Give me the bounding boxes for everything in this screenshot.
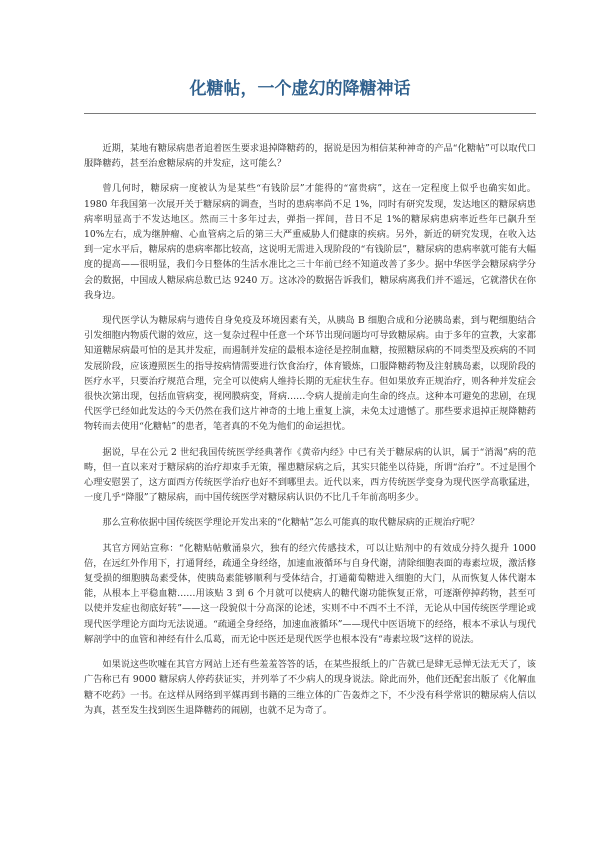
paragraph-question: 那么宣称依据中国传统医学理论开发出来的“化糖帖”怎么可能真的取代糖尿病的正规治疗呢？ [102, 517, 480, 529]
article-body [84, 141, 536, 728]
paragraph-traditional-medicine: 据说，早在公元 2 世纪我国传统医学经典著作《黄帝内经》中已有关于糖尿病的认识，属于“消渴”病的范畴，但一直以来对于糖尿病的治疗却束手无策，罹患糖尿病之后，其实只能坐以待毙，所谓“治疗”。不过是围个心理安慰罢了，这方面西方传统医学治疗也好不到哪里去。近代以来，西方传统医学变身为现代医学高歌猛进，一度几乎“降服”了糖尿病，而中国传统医学对糖尿病认识仍不比几千年前高明多少。 [84, 446, 536, 504]
title-divider [84, 113, 536, 114]
article-title: 化糖帖，一个虚幻的降糖神话 [189, 79, 411, 99]
paragraph-prevalence: 曾几何时，糖尿病一度被认为是某些“有钱阶层”才能得的“富贵病”，这在一定程度上似乎也确实如此。1980 年我国第一次展开关于糖尿病的调查，当时的患病率尚不足 1%，同时有研究发现，发达地区的糖尿病患病率明显高于不发达地区。然而三十多年过去，弹指一挥间，昔日不足 1%的糖尿病患病率近些年已飙升至 10%左右，成为继肿瘤、心血管病之后的第三大严重威胁人们健康的疾病。另外，新近的研究发现，在收入达到一定水平后，糖尿病的患病率都比较高，这说明无需进入现阶段的“有钱阶层”，糖尿病的患病率就可能有大幅度的提高——很明显，我们今日整体的生活水准比之三十年前已经不知道改善了多少。据中华医学会糖尿病学分会的数据，中国成人糖尿病总数已达 9240 万。这冰冷的数据告诉我们，糖尿病离我们并不遥远，它就潜伏在你我身边。 [84, 183, 536, 301]
paragraph-advertising: 如果说这些吹嘘在其官方网站上还有些羞羞答答的话，在某些报纸上的广告就已是肆无忌惮无法无天了，该广告称已有 9000 糖尿病人停药获证实，并列举了不少病人的现身说法。除此而外，他们还配套出版了《化解血糖不吃药》一书。在这样从网络到平媒再到书籍的三维立体的广告轰炸之下，不少没有科学常识的糖尿病人信以为真，甚至发生找到医生退降糖药的闹剧，也就不足为奇了。 [84, 659, 536, 716]
paragraph-official-claims: 其官方网站宣称：“化糖贴帖敷涌泉穴，独有的经穴传感技术，可以让贴剂中的有效成分持久提升 1000 倍，在远红外作用下，打通肾经，疏通全身经络，加速血液循环与自身代谢，清除细胞表面的毒素垃圾，激活修复受损的细胞胰岛素受体，使胰岛素能够顺利与受体结合，打通葡萄糖进入细胞的大门，从而恢复人体代谢本能，从根本上平稳血糖……用该贴 3 到 6 个月就可以使病人的糖代谢功能恢复正常，可逐渐停掉药物，甚至可以使并发症也彻底好转”——这一段貌似十分高深的论述，实则不中不西不土不洋，无论从中国传统医学理论或现代医学理论方面均无法说通。“疏通全身经络，加速血液循环”——现代中医语境下的经络，根本不承认与现代解剖学中的血管和神经有什么瓜葛，而无论中医还是现代医学也根本没有“毒素垃圾”这样的说法。 [84, 542, 536, 645]
paragraph-intro: 近期，某地有糖尿病患者追着医生要求退掉降糖药的，据说是因为相信某种神奇的产品“化糖帖”可以取代口服降糖药，甚至治愈糖尿病的并发症，这可能么？ [84, 143, 536, 170]
paragraph-modern-medicine: 现代医学认为糖尿病与遗传自身免疫及环境因素有关，从胰岛 B 细胞合成和分泌胰岛素，到与靶细胞结合引发细胞内物质代谢的效应，这一复杂过程中任意一个环节出现问题均可导致糖尿病。由于多年的宣教，大家都知道糖尿病最可怕的是其并发症，而遏制并发症的最根本途径是控制血糖，按照糖尿病的不同类型及疾病的不同发展阶段，应该遵照医生的指导按病情需要进行饮食治疗，体育锻炼，口服降糖药物及注射胰岛素，以现阶段的医疗水平，只要治疗规范合理，完全可以使病人维持长期的无症状生存。但如果放弃正规治疗，则各种并发症会很快次第出现，包括血管病变，视网膜病变，肾病……令病人提前走向生命的终点。这种本可避免的悲剧，在现代医学已经如此发达的今天仍然在我们这片神奇的土地上重复上演，未免太过遗憾了。那些要求退掉正规降糖药物转而去使用“化糖帖”的患者，笔者真的不免为他们的命运担忧。 [84, 315, 536, 433]
